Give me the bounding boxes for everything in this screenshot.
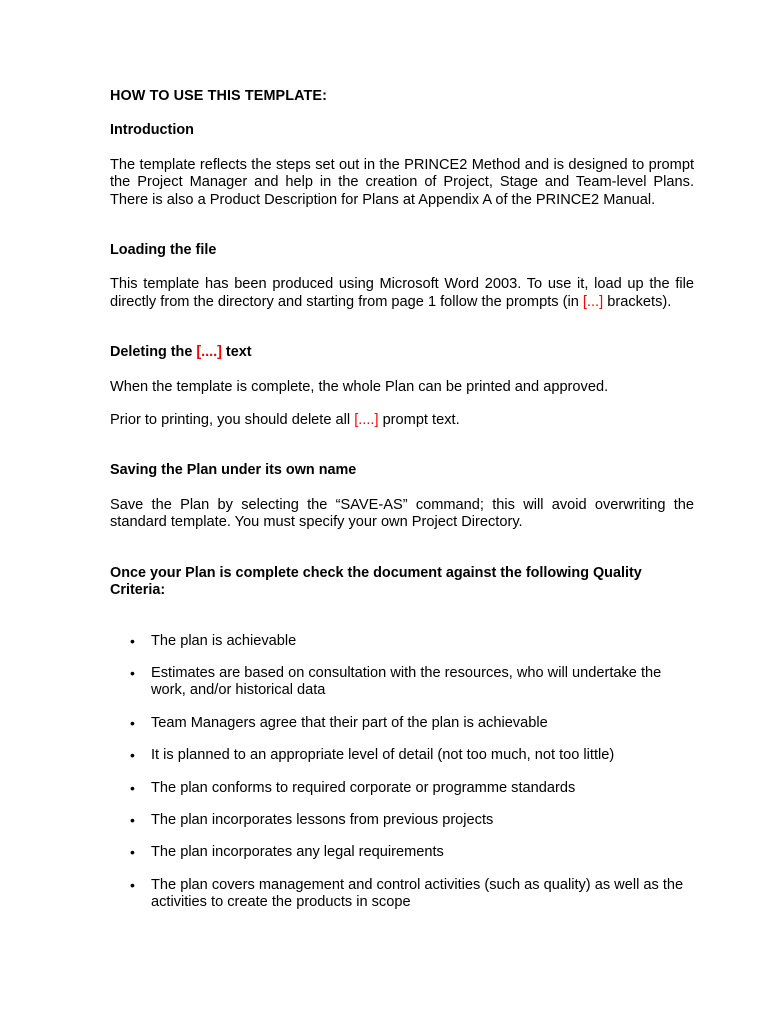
loading-paragraph: [110, 276, 694, 311]
bullet-icon: •: [130, 747, 135, 764]
list-item-text: The plan incorporates any legal requirements: [151, 844, 444, 861]
list-item: [110, 780, 694, 797]
bullet-icon: •: [130, 632, 135, 649]
list-item-text: The plan conforms to required corporate or programme standards: [151, 779, 576, 796]
deleting-heading-start: Deleting the: [110, 344, 197, 361]
list-item-text: The plan is achievable: [151, 632, 297, 649]
list-item-text: It is planned to an appropriate level of detail (not too much, not too little): [151, 747, 615, 764]
saving-heading: Saving the Plan under its own name: [110, 462, 357, 479]
deleting-heading: [110, 344, 694, 361]
document-page: [110, 88, 694, 927]
prompt-bracket: [....]: [196, 344, 222, 361]
list-item-text: Estimates are based on consultation with the resources, who will undertake the work, and/or historical data: [151, 664, 662, 699]
bullet-icon: •: [130, 714, 135, 731]
list-item: [110, 844, 694, 861]
deleting-text-start: Prior to printing, you should delete all: [110, 412, 355, 429]
list-item: [110, 877, 694, 912]
loading-text-end: brackets).: [603, 293, 672, 310]
prompt-bracket: [...]: [582, 293, 604, 310]
deleting-heading-end: text: [221, 344, 252, 361]
loading-heading: Loading the file: [110, 242, 217, 259]
list-item: [110, 715, 694, 732]
loading-text-start: This template has been produced using Microsoft Word 2003. To use it, load up the file directly from the directory and starting from page 1 follow the prompts (in: [110, 276, 694, 310]
introduction-paragraph: The template reflects the steps set out in the PRINCE2 Method and is designed to prompt the Project Manager and help in the creation of Project, Stage and Team-level Plans. There is also a Product Description for Plans at Appendix A of the PRINCE2 Manual.: [110, 156, 694, 208]
bullet-icon: •: [130, 844, 135, 861]
deleting-paragraph-2: [110, 412, 694, 429]
list-item-text: The plan covers management and control activities (such as quality) as well as the activities to create the products in scope: [151, 876, 684, 911]
list-item: [110, 633, 694, 650]
quality-criteria-heading: Once your Plan is complete check the document against the following Quality Criteria:: [110, 564, 642, 599]
quality-criteria-list: [110, 633, 694, 912]
document-title: HOW TO USE THIS TEMPLATE:: [110, 88, 328, 104]
list-item: [110, 812, 694, 829]
list-item-text: The plan incorporates lessons from previous projects: [151, 811, 494, 828]
list-item: [110, 747, 694, 764]
saving-paragraph: Save the Plan by selecting the “SAVE-AS” command; this will avoid overwriting the standard template. You must specify your own Project Directory.: [110, 496, 694, 531]
bullet-icon: •: [130, 876, 135, 893]
list-item: [110, 665, 694, 700]
bullet-icon: •: [130, 664, 135, 681]
introduction-heading: Introduction: [110, 122, 194, 139]
bullet-icon: •: [130, 811, 135, 828]
prompt-bracket: [....]: [354, 412, 379, 429]
list-item-text: Team Managers agree that their part of the plan is achievable: [151, 714, 548, 731]
deleting-paragraph-1: When the template is complete, the whole Plan can be printed and approved.: [110, 378, 609, 395]
deleting-text-end: prompt text.: [378, 412, 460, 429]
bullet-icon: •: [130, 779, 135, 796]
